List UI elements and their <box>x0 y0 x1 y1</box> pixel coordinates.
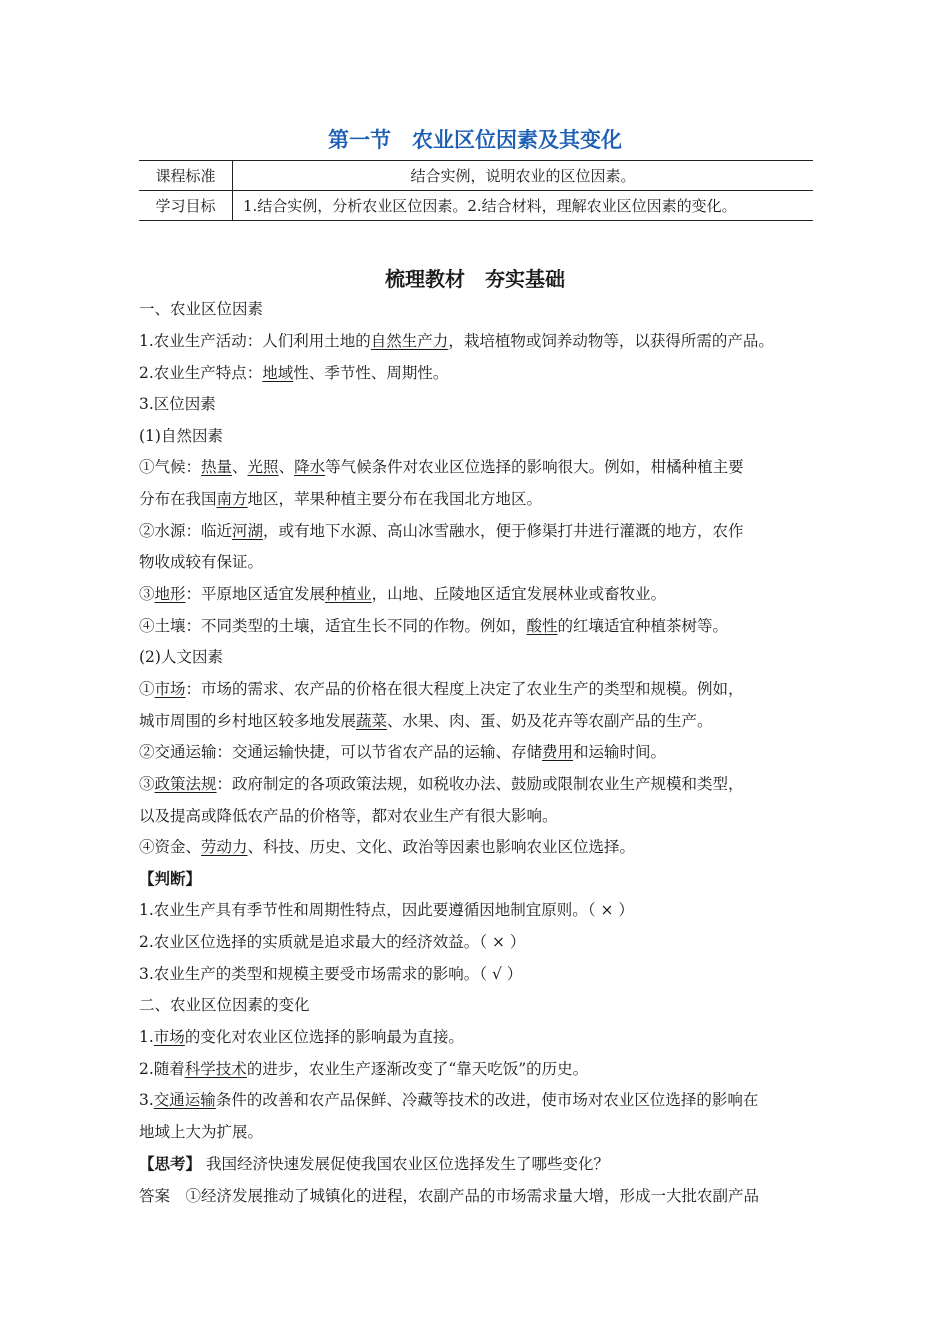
fill-in-answer: 热量 <box>201 458 233 476</box>
table-row <box>139 191 813 221</box>
table-row <box>139 161 813 191</box>
text-line <box>139 520 744 542</box>
text-span: ①气候： <box>139 458 202 476</box>
text-line <box>139 1058 588 1080</box>
fill-in-answer: 地形 <box>154 585 186 603</box>
text-line <box>139 710 713 732</box>
text-span: 条件的改善和农产品保鲜、冷藏等技术的改进，使市场对农业区位选择的影响在 <box>215 1091 759 1109</box>
text-line <box>139 393 216 415</box>
text-line <box>139 1026 464 1048</box>
text-span: 等气候条件对农业区位选择的影响很大。例如，柑橘种植主要 <box>325 458 744 476</box>
text-span: 性、季节性、周期性。 <box>293 364 449 382</box>
text-line <box>139 488 542 510</box>
text-span: 的进步，农业生产逐渐改变了“靠天吃饭”的历史。 <box>246 1060 589 1078</box>
text-span: 、 <box>278 458 295 476</box>
text-line <box>139 456 744 478</box>
text-span: 和运输时间。 <box>573 743 667 761</box>
text-span: (1)自然因素 <box>139 427 223 445</box>
text-line <box>139 330 774 352</box>
text-span: 1.农业生产活动：人们利用土地的 <box>139 332 371 350</box>
fill-in-answer: 自然生产力 <box>370 332 449 350</box>
section-label: 【思考】 <box>139 1155 202 1173</box>
text-span: 的红壤适宜种植茶树等。 <box>557 617 729 635</box>
text-span: 、 <box>232 458 248 476</box>
fill-in-answer: 酸性 <box>526 617 558 635</box>
standard-label: 课程标准 <box>139 161 233 191</box>
fill-in-answer: 劳动力 <box>201 838 248 856</box>
standard-value: 结合实例，说明农业的区位因素。 <box>233 161 814 191</box>
text-span: ②水源：临近 <box>139 522 233 540</box>
text-span: 二、农业区位因素的变化 <box>139 996 310 1014</box>
text-span: ，或有地下水源、高山冰雪融水，便于修渠打井进行灌溉的地方，农作 <box>263 522 744 540</box>
text-span: ① <box>139 680 155 698</box>
fill-in-answer: 南方 <box>216 490 248 508</box>
text-line <box>139 615 728 637</box>
objective-label: 学习目标 <box>139 191 233 221</box>
text-span: 以及提高或降低农产品的价格等，都对农业生产有很大影响。 <box>139 807 558 825</box>
text-span: 地域上大为扩展。 <box>139 1123 264 1141</box>
text-line <box>139 1121 263 1143</box>
text-span: 物收成较有保证。 <box>139 553 264 571</box>
fill-in-answer: 科学技术 <box>184 1060 247 1078</box>
text-span: (2)人文因素 <box>139 648 223 666</box>
fill-in-answer: 种植业 <box>325 585 372 603</box>
text-span: 3.农业生产的类型和规模主要受市场需求的影响。（ √ ） <box>139 965 523 983</box>
text-line <box>139 1153 609 1175</box>
text-line <box>139 836 635 858</box>
text-line <box>139 899 634 921</box>
text-span: 1. <box>139 1028 154 1046</box>
text-span: ：政府制定的各项政策法规，如税收办法、鼓励或限制农业生产规模和类型， <box>216 775 744 793</box>
text-line <box>139 678 744 700</box>
text-span: 2.农业生产特点： <box>139 364 263 382</box>
text-span: 3.区位因素 <box>139 395 216 413</box>
fill-in-answer: 蔬菜 <box>356 712 388 730</box>
text-line <box>139 1185 759 1207</box>
fill-in-answer: 市场 <box>153 1028 185 1046</box>
text-line <box>139 362 448 384</box>
fill-in-answer: 交通运输 <box>153 1091 216 1109</box>
text-line <box>139 805 558 827</box>
fill-in-answer: 地域 <box>262 364 294 382</box>
text-line <box>139 773 744 795</box>
text-span: 答案 ①经济发展推动了城镇化的进程，农副产品的市场需求量大增，形成一大批农副产品 <box>139 1187 760 1205</box>
text-line <box>139 646 223 668</box>
text-line <box>139 994 310 1016</box>
standards-table <box>139 160 813 221</box>
text-line <box>139 963 522 985</box>
text-span: 1.农业生产具有季节性和周期性特点，因此要遵循因地制宜原则。（ × ） <box>139 901 634 919</box>
text-span: ，栽培植物或饲养动物等，以获得所需的产品。 <box>448 332 774 350</box>
text-line <box>139 1089 758 1111</box>
text-span: 分布在我国 <box>139 490 217 508</box>
text-span: 我国经济快速发展促使我国农业区位选择发生了哪些变化？ <box>201 1155 609 1173</box>
fill-in-answer: 市场 <box>154 680 186 698</box>
text-span: 的变化对农业区位选择的影响最为直接。 <box>184 1028 464 1046</box>
text-span: ：市场的需求、农产品的价格在很大程度上决定了农业生产的类型和规模。例如， <box>185 680 744 698</box>
page-title: 第一节 农业区位因素及其变化 <box>328 128 622 152</box>
text-line <box>139 868 201 890</box>
text-span: ④资金、 <box>139 838 202 856</box>
text-span: ②交通运输：交通运输快捷，可以节省农产品的运输、存储 <box>139 743 543 761</box>
text-line <box>139 425 223 447</box>
section-subtitle: 梳理教材 夯实基础 <box>385 267 565 291</box>
text-span: ③ <box>139 585 155 603</box>
text-line <box>139 931 525 953</box>
text-span: ，山地、丘陵地区适宜发展林业或畜牧业。 <box>371 585 667 603</box>
text-line <box>139 298 263 320</box>
fill-in-answer: 光照 <box>247 458 279 476</box>
text-span: 、科技、历史、文化、政治等因素也影响农业区位选择。 <box>247 838 636 856</box>
fill-in-answer: 河湖 <box>232 522 264 540</box>
text-line <box>139 551 263 573</box>
text-span: 、水果、肉、蛋、奶及花卉等农副产品的生产。 <box>387 712 713 730</box>
objective-value: 1.结合实例，分析农业区位因素。2.结合材料，理解农业区位因素的变化。 <box>233 191 814 221</box>
text-span: ④土壤：不同类型的土壤，适宜生长不同的作物。例如， <box>139 617 527 635</box>
text-span: 一、农业区位因素 <box>139 300 264 318</box>
text-line <box>139 741 666 763</box>
text-span: 2.随着 <box>139 1060 185 1078</box>
text-span: 地区，苹果种植主要分布在我国北方地区。 <box>247 490 543 508</box>
text-span: 城市周围的乡村地区较多地发展 <box>139 712 357 730</box>
fill-in-answer: 费用 <box>542 743 574 761</box>
text-span: ③ <box>139 775 155 793</box>
fill-in-answer: 降水 <box>294 458 326 476</box>
text-line <box>139 583 666 605</box>
section-label: 【判断】 <box>139 870 202 888</box>
text-span: 2.农业区位选择的实质就是追求最大的经济效益。（ × ） <box>139 933 526 951</box>
fill-in-answer: 政策法规 <box>154 775 217 793</box>
text-span: 3. <box>139 1091 154 1109</box>
text-span: ：平原地区适宜发展 <box>185 585 326 603</box>
